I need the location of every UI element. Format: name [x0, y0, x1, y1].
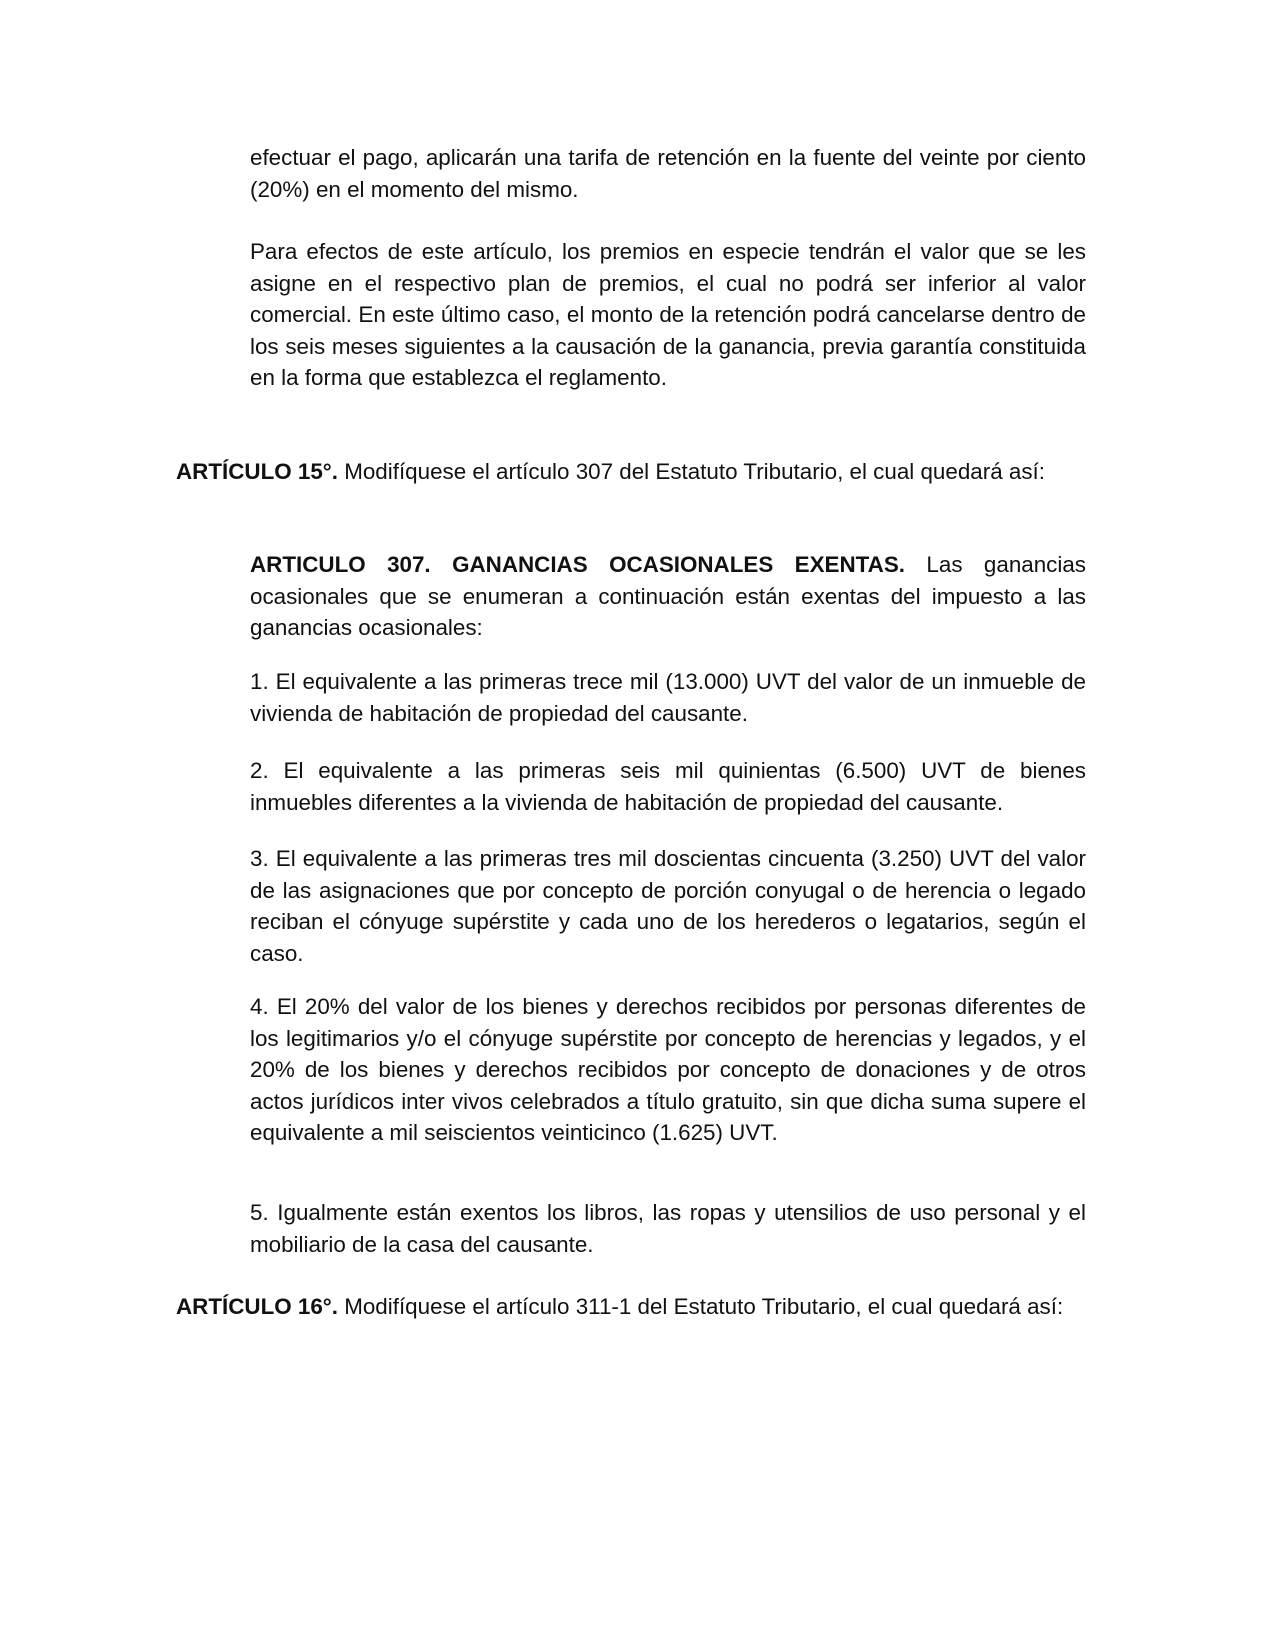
paragraph-premios-especie: Para efectos de este artículo, los premios en especie tendrán el valor que se les asigne en el respectivo plan de premios, el cual no podrá ser inferior al valor comercial. En este último caso, el monto de la retención podrá cancelarse dentro de los seis meses siguientes a la causación de la ganancia, previa garantía constituida en la forma que establezca el reglamento. — [250, 239, 1086, 390]
article-307-text: Las ganancias ocasionales que se enumeran a continuación están exentas del impuesto a las ganancias ocasionales: — [250, 552, 1086, 640]
article-307-heading: ARTICULO 307. GANANCIAS OCASIONALES EXENTAS. — [250, 552, 905, 577]
list-item: 2. El equivalente a las primeras seis mil quinientas (6.500) UVT de bienes inmuebles diferentes a la vivienda de habitación de propiedad del causante. — [250, 758, 1086, 815]
list-item: 1. El equivalente a las primeras trece mil (13.000) UVT del valor de un inmueble de vivienda de habitación de propiedad del causante. — [250, 669, 1086, 726]
article-16-text: Modifíquese el artículo 311-1 del Estatuto Tributario, el cual quedará así: — [337, 1294, 1064, 1319]
list-item: 4. El 20% del valor de los bienes y derechos recibidos por personas diferentes de los legitimarios y/o el cónyuge supérstite por concepto de herencias y legados, y el 20% de los bienes y derechos recibidos por concepto de donaciones y de otros actos jurídicos inter vivos celebrados a título gratuito, sin que dicha suma supere el equivalente a mil seiscientos veinticinco (1.625) UVT. — [250, 994, 1086, 1145]
article-16 — [176, 1291, 1086, 1323]
article-15-text: Modifíquese el artículo 307 del Estatuto Tributario, el cual quedará así: — [337, 459, 1045, 484]
article-15 — [176, 456, 1086, 488]
article-15-heading: ARTÍCULO 15°. — [176, 459, 338, 484]
article-16-heading: ARTÍCULO 16°. — [176, 1294, 338, 1319]
article-307 — [250, 549, 1086, 644]
list-item: 3. El equivalente a las primeras tres mil doscientas cincuenta (3.250) UVT del valor de las asignaciones que por concepto de porción conyugal o de herencia o legado reciban el cónyuge supérstite y cada uno de los herederos o legatarios, según el caso. — [250, 846, 1086, 966]
list-item: 5. Igualmente están exentos los libros, las ropas y utensilios de uso personal y el mobiliario de la casa del causante. — [250, 1200, 1086, 1257]
paragraph-continuation: efectuar el pago, aplicarán una tarifa de retención en la fuente del veinte por ciento (20%) en el momento del mismo. — [250, 145, 1086, 202]
